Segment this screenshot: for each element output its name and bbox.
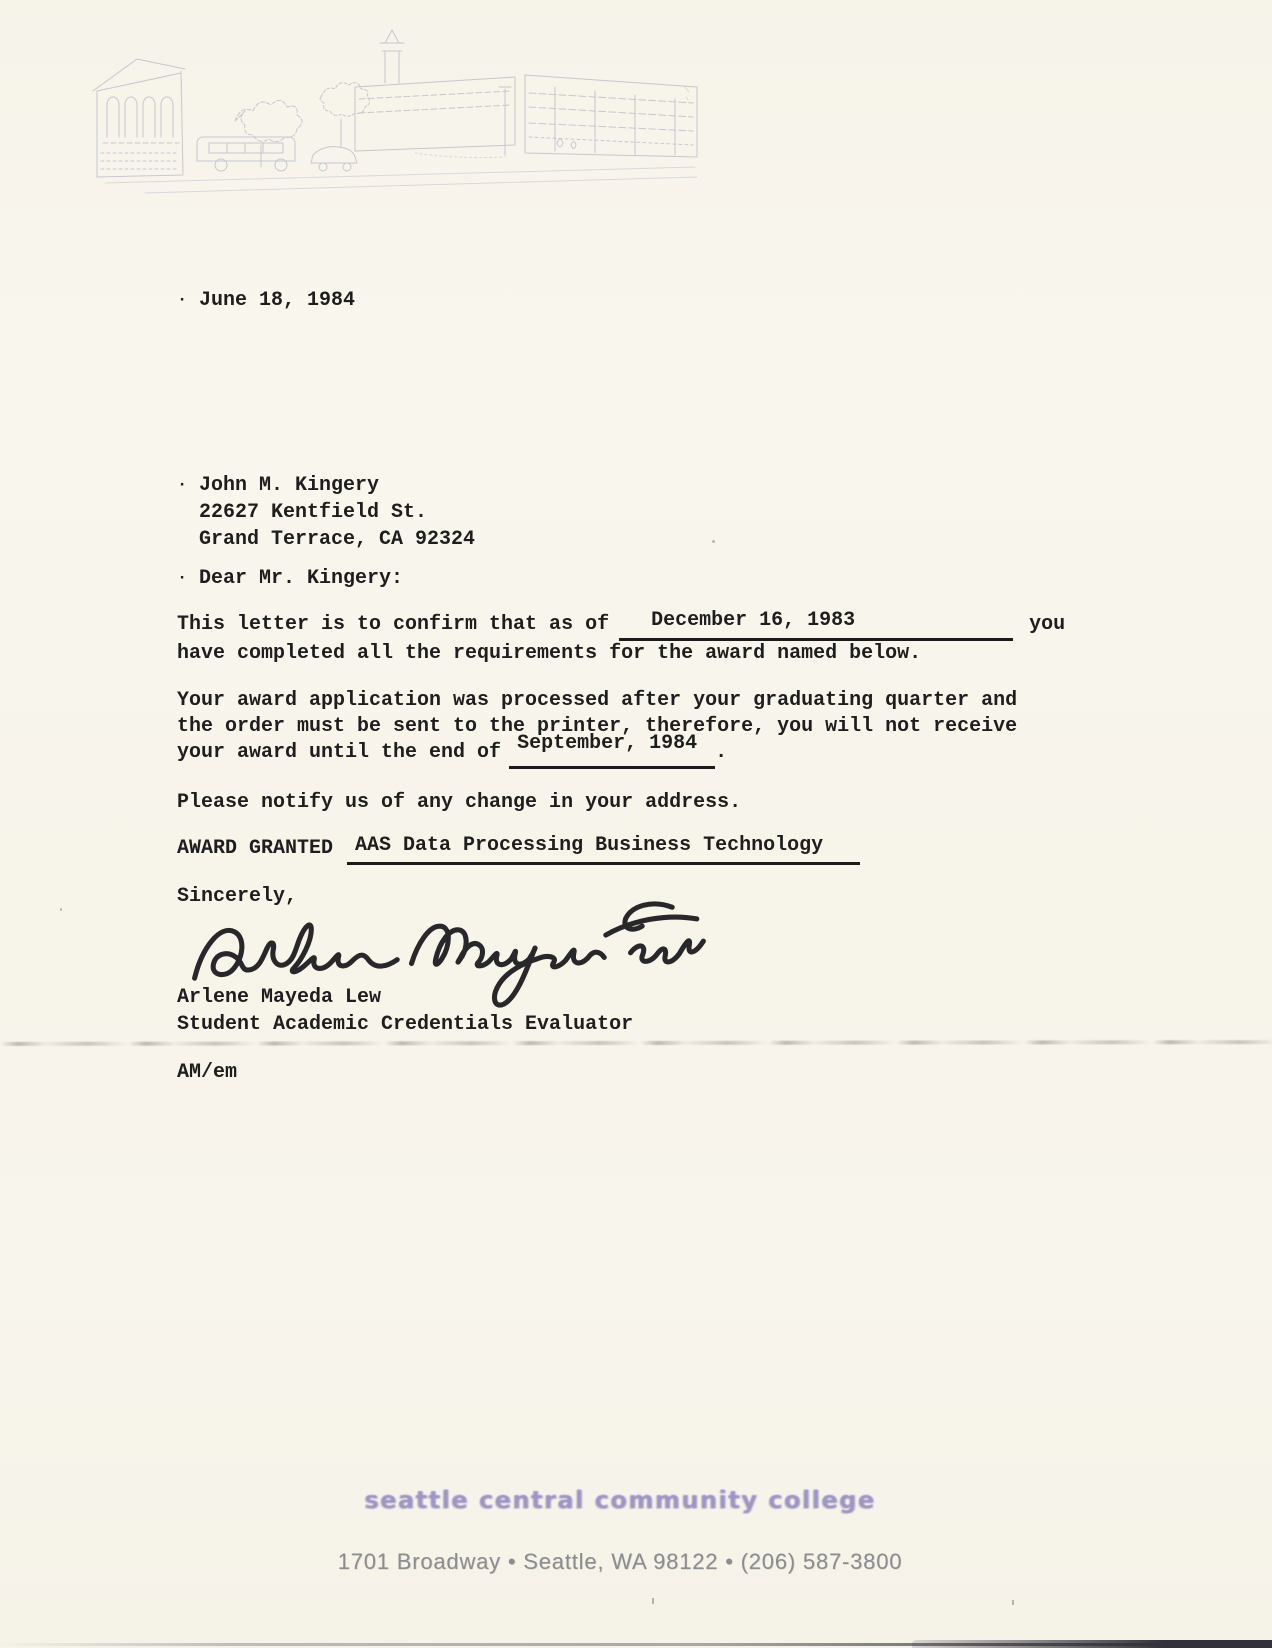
award-month-value: September, 1984 — [517, 732, 698, 755]
paragraph-2 — [177, 688, 1017, 769]
recipient-address-block — [177, 472, 475, 553]
award-granted-line — [177, 836, 860, 865]
paragraph-3: Please notify us of any change in your address. — [177, 791, 742, 814]
p2-text-before-blank: your award until the end of — [177, 741, 502, 764]
salutation: Dear Mr. Kingery: — [199, 567, 404, 590]
paragraph-1 — [177, 609, 1066, 667]
letter-date: June 18, 1984 — [199, 289, 356, 312]
award-month-blank — [509, 732, 715, 769]
completion-date-value: December 16, 1983 — [651, 609, 856, 632]
college-name-footer: seattle central community college — [364, 1486, 876, 1514]
scan-speck — [652, 1598, 654, 1604]
date-line — [177, 288, 355, 314]
scan-speck — [1012, 1600, 1014, 1605]
award-name-blank — [347, 836, 860, 865]
paragraph-2-line-3 — [177, 732, 1017, 769]
award-name-value: AAS Data Processing Business Technology — [355, 834, 824, 857]
closing-line: Sincerely, — [177, 885, 298, 908]
bullet-dot: · — [177, 476, 188, 495]
recipient-name: John M. Kingery — [199, 474, 380, 497]
p1-text-before-blank: This letter is to confirm that as of — [177, 613, 610, 636]
reference-initials: AM/em — [177, 1061, 238, 1084]
paragraph-2-line-2: the order must be sent to the printer, therefore, you will not receive — [177, 715, 1018, 738]
scan-speck — [712, 540, 715, 543]
recipient-street: 22627 Kentfield St. — [199, 501, 428, 524]
scan-speck — [60, 908, 62, 911]
signer-name: Arlene Mayeda Lew — [177, 986, 382, 1009]
bullet-dot: · — [177, 291, 188, 310]
recipient-city: Grand Terrace, CA 92324 — [199, 528, 476, 551]
paragraph-1-line-2: have completed all the requirements for the award named below. — [177, 642, 922, 665]
college-address-footer: 1701 Broadway • Seattle, WA 98122 • (206) 587-3800 — [337, 1549, 903, 1574]
signer-title: Student Academic Credentials Evaluator — [177, 1013, 634, 1036]
letterhead-campus-sketch-image — [85, 25, 705, 200]
completion-date-blank — [619, 609, 1013, 641]
award-granted-label: AWARD GRANTED — [177, 837, 334, 860]
fold-crease-line — [0, 1040, 1272, 1046]
recipient-name-line — [177, 472, 475, 499]
p1-text-after-blank: you — [1029, 613, 1066, 636]
paragraph-1-line-1 — [177, 609, 1066, 641]
scan-bottom-right-edge — [912, 1640, 1272, 1648]
p2-period: . — [715, 741, 728, 764]
salutation-line — [177, 566, 403, 592]
paragraph-2-line-1: Your award application was processed after your graduating quarter and — [177, 689, 1018, 712]
bullet-dot: · — [177, 569, 188, 588]
